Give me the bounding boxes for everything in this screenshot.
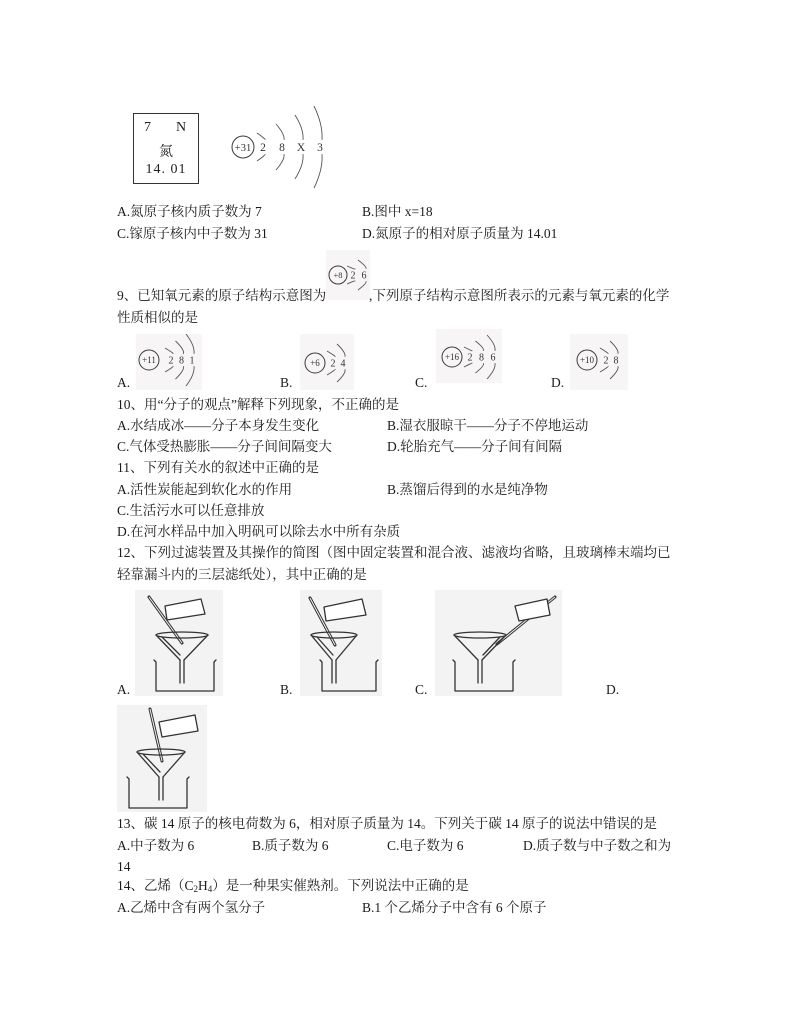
pouring-beaker [165, 599, 205, 620]
shell-electron-count: X [296, 142, 306, 155]
receiving-beaker [154, 660, 216, 691]
q9-option-d-label: D. [551, 375, 565, 390]
q13-stem: 13、碳 14 原子的核电荷数为 6，相对原子质量为 14。下列关于碳 14 原子的说法中错误的是 [117, 816, 657, 831]
funnel-stem [478, 660, 482, 683]
funnel-rim [454, 632, 506, 638]
q14-stem [117, 878, 469, 894]
nucleus-charge: +6 [310, 358, 320, 369]
nucleus-charge: +8 [333, 270, 343, 281]
receiving-beaker [320, 660, 378, 691]
q9-option-b-label: B. [280, 375, 293, 390]
q10-option-d: D.轮胎充气——分子间有间隔 [387, 439, 563, 454]
q10-option-a: A.水结成冰——分子本身发生变化 [117, 418, 320, 433]
q14-option-b: B.1 个乙烯分子中含有 6 个原子 [362, 900, 547, 915]
element-atomic-mass: 14. 01 [145, 162, 187, 177]
element-card-nitrogen [133, 113, 199, 184]
element-name: 氮 [159, 145, 173, 160]
q14-stem-before: 14、乙烯（C [117, 878, 194, 893]
receiving-beaker [453, 660, 515, 691]
q14-option-a: A.乙烯中含有两个氢分子 [117, 900, 266, 915]
q9-option-a-atom-diagram [136, 334, 202, 390]
q13-option-c: C.电子数为 6 [387, 838, 464, 853]
q10-option-c: C.气体受热膨胀——分子间间隔变大 [117, 439, 332, 454]
q12-option-a-label: A. [117, 682, 131, 697]
nucleus-charge: +10 [579, 355, 595, 366]
q12-option-b-filter-figure [300, 590, 382, 696]
q14-formula-subscript-c: 2 [193, 884, 199, 894]
q9-option-c-atom-diagram [436, 329, 502, 383]
pouring-beaker [159, 715, 198, 737]
q11-option-b: B.蒸馏后得到的水是纯净物 [387, 482, 548, 497]
q9-option-a-label: A. [117, 375, 131, 390]
q11-stem: 11、下列有关水的叙述中正确的是 [117, 460, 319, 475]
funnel-stem [180, 660, 184, 683]
filter-paper [483, 637, 500, 655]
q10-stem: 10、用“分子的观点”解释下列现象，不正确的是 [117, 397, 399, 412]
filter-paper [162, 637, 180, 655]
element-atomic-number: 7 [144, 120, 151, 135]
shell-electron-count: 8 [179, 355, 184, 367]
q8-option-c: C.镓原子核内中子数为 31 [117, 226, 268, 241]
shell-electron-count: 8 [479, 352, 484, 364]
q9-option-d-atom-diagram [570, 334, 628, 390]
shell-electron-count: 2 [168, 355, 174, 367]
funnel-stem [159, 777, 163, 800]
q13-option-d-continued: 14 [117, 859, 131, 874]
shell-electron-count: 2 [350, 270, 356, 282]
shell-electron-count: 8 [613, 355, 619, 367]
nucleus-charge: +11 [142, 355, 156, 366]
shell-electron-count: 8 [279, 142, 285, 155]
q12-option-c-label: C. [415, 682, 428, 697]
q12-stem-line1: 12、下列过滤装置及其操作的简图（图中固定装置和混合液、滤液均省略，且玻璃棒末端均已 [117, 545, 671, 560]
q12-option-d-label: D. [606, 682, 620, 697]
shell-electron-count: 2 [330, 358, 336, 370]
element-symbol: N [176, 120, 187, 135]
q9-stem-line2: 性质相似的是 [117, 310, 198, 325]
funnel-stem [332, 660, 336, 683]
q8-option-b: B.图中 x=18 [362, 204, 433, 219]
oxygen-atom-diagram [326, 250, 370, 300]
q13-option-b: B.质子数为 6 [252, 838, 329, 853]
shell-electron-count: 6 [361, 270, 367, 282]
glass-rod-highlight [150, 709, 162, 761]
q9-option-b-atom-diagram [300, 334, 354, 390]
q14-formula-h: H [198, 878, 208, 893]
q9-option-c-label: C. [415, 375, 428, 390]
shell-electron-count: 2 [467, 352, 473, 364]
q12-option-b-label: B. [280, 682, 293, 697]
shell-electron-count: 2 [603, 355, 609, 367]
pouring-beaker [515, 599, 550, 621]
shell-electron-count: 6 [490, 352, 496, 364]
q11-option-a: A.活性炭能起到软化水的作用 [117, 482, 293, 497]
shell-electron-count: 2 [260, 142, 266, 155]
gallium-atom-diagram [228, 105, 338, 195]
funnel-rim [156, 632, 208, 638]
q12-option-d-filter-figure [117, 705, 207, 812]
q11-option-d: D.在河水样品中加入明矾可以除去水中所有杂质 [117, 524, 401, 539]
q12-option-a-filter-figure [135, 590, 223, 696]
q8-option-d: D.氮原子的相对原子质量为 14.01 [362, 226, 558, 241]
q14-formula-subscript-h: 4 [207, 884, 213, 894]
shell-electron-count: 4 [340, 358, 346, 370]
receiving-beaker [127, 777, 189, 808]
nucleus-charge: +16 [444, 352, 460, 363]
q11-option-c: C.生活污水可以任意排放 [117, 503, 265, 518]
shell-electron-count: 3 [317, 142, 323, 155]
q9-stem-part1: 9、已知氧元素的原子结构示意图为 [117, 288, 327, 303]
pouring-beaker [324, 599, 366, 621]
q13-option-a: A.中子数为 6 [117, 838, 195, 853]
q12-stem-line2: 轻靠漏斗内的三层滤纸处），其中正确的是 [117, 567, 367, 582]
q10-option-b: B.湿衣服晾干——分子不停地运动 [387, 418, 589, 433]
nucleus-charge: +31 [234, 142, 252, 154]
shell-electron-count: 1 [189, 355, 195, 367]
q14-stem-after: ）是一种果实催熟剂。下列说法中正确的是 [212, 878, 469, 893]
q9-stem-part2: ,下列原子结构示意图所表示的元素与氧元素的化学 [369, 288, 670, 303]
q12-option-c-filter-figure [435, 590, 562, 696]
q8-option-a: A.氮原子核内质子数为 7 [117, 204, 262, 219]
q13-option-d: D.质子数与中子数之和为 [523, 838, 672, 853]
